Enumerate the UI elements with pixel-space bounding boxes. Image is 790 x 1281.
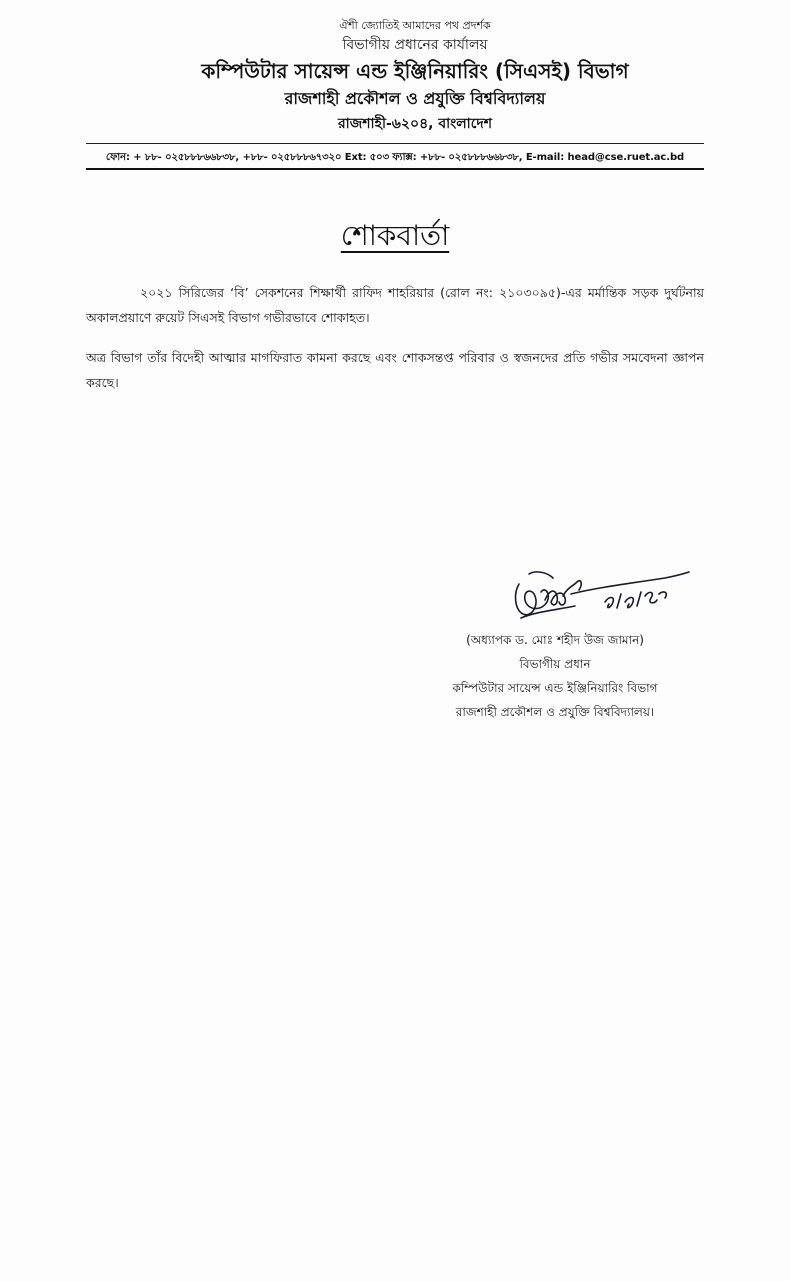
motto: ঐশী জ্যোতিই আমাদের পথ প্রদর্শক <box>339 19 491 32</box>
university-name: রাজশাহী প্রকৌশল ও প্রযুক্তি বিশ্ববিদ্যালয় <box>284 89 546 108</box>
signatory-designation: বিভাগীয় প্রধান <box>519 657 591 671</box>
message-body <box>86 280 704 410</box>
letterhead <box>0 18 790 136</box>
document-title <box>0 214 790 258</box>
office-name: বিভাগীয় প্রধানের কার্যালয় <box>342 37 488 53</box>
paragraph-prayer: অত্র বিভাগ তাঁর বিদেহী আত্মার মাগফিরাত কামনা করছে এবং শোকসন্তপ্ত পরিবার ও স্বজনদের প্রতি গভীর সমবেদনা জ্ঞাপন করছে। <box>86 350 704 390</box>
signatory-university: রাজশাহী প্রকৌশল ও প্রযুক্তি বিশ্ববিদ্যালয়। <box>455 705 655 719</box>
handwritten-signature <box>505 560 695 632</box>
document-title-text: শোকবার্তা <box>340 219 450 252</box>
signatory-name: (অধ্যাপক ড. মোঃ শহীদ উজ জামান) <box>466 633 644 647</box>
address: রাজশাহী-৬২০৪, বাংলাদেশ <box>337 116 493 132</box>
header-divider-bottom <box>86 168 704 170</box>
department-name: কম্পিউটার সায়েন্স এন্ড ইঞ্জিনিয়ারিং (সিএসই) বিভাগ <box>201 59 629 83</box>
contact-line: ফোন: + ৮৮- ০২৫৮৮৮৬৬৮৩৮, +৮৮- ০২৫৮৮৮৬৭৩২০ Ext: ৫০৩ ফ্যাক্স: +৮৮- ০২৫৮৮৮৬৬৮৩৮, E-mail: head@cse.ruet.ac.bd <box>105 152 685 163</box>
header-divider-top <box>86 143 704 144</box>
paragraph-condolence: ২০২১ সিরিজের ‘বি’ সেকশনের শিক্ষার্থী রাফিদ শাহরিয়ার (রোল নং: ২১০৩০৯৫)-এর মর্মান্তিক সড়ক দুর্ঘটনায় অকালপ্রয়াণে রুয়েট সিএসই বিভাগ গভীরভাবে শোকাহত। <box>86 285 704 325</box>
signatory-department: কম্পিউটার সায়েন্স এন্ড ইঞ্জিনিয়ারিং বিভাগ <box>452 681 658 695</box>
signature-block <box>410 628 700 724</box>
